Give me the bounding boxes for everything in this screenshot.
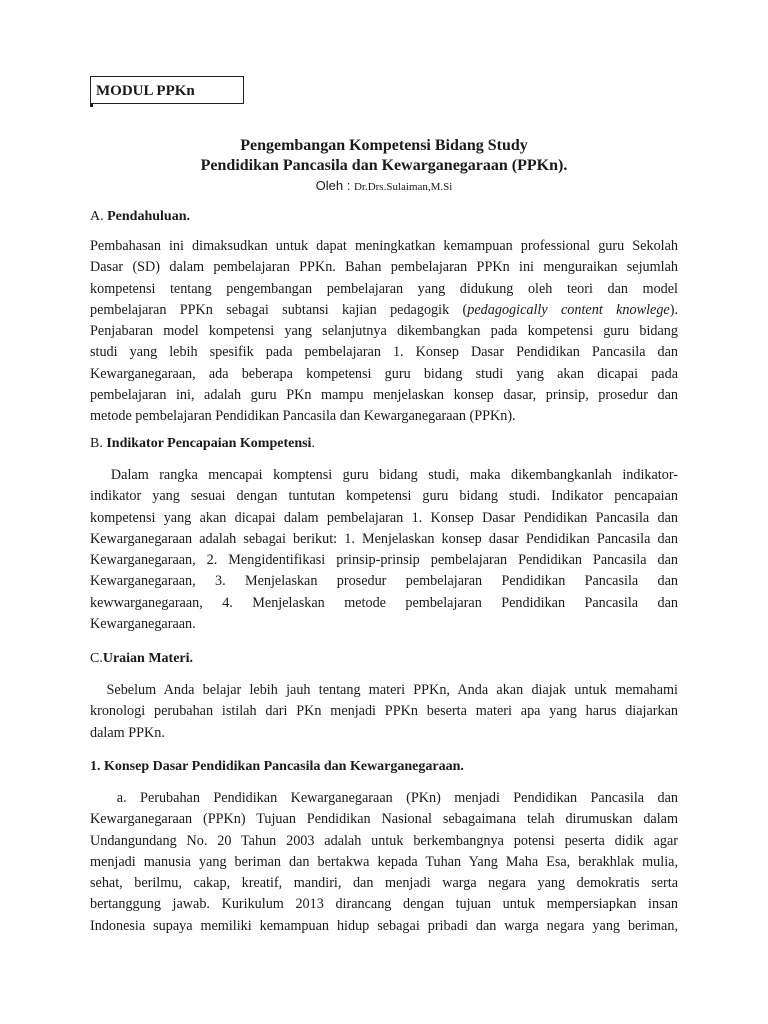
- section-c-heading: [90, 649, 678, 669]
- author-prefix: Oleh :: [315, 178, 354, 193]
- paragraph-line: Pembahasan ini dimaksudkan untuk dapat meningkatkan kemampuan professional guru Sekolah: [90, 238, 678, 254]
- paragraph-line: Penjabaran model kompetensi yang selanjutnya dikembangkan pada kompetensi guru bidang: [90, 323, 678, 340]
- subsection-1-heading: [90, 757, 678, 777]
- section-c-marker: C.: [90, 651, 103, 666]
- paragraph-line: kompetensi tentang pengembangan pembelajaran yang didukung oleh teori dan model: [90, 280, 678, 297]
- module-label-box: [90, 76, 244, 104]
- paragraph-line: studi yang lebih spesifik pada pembelajaran 1. Konsep Dasar Pendidikan Pancasila dan: [90, 344, 678, 361]
- paragraph-line: sehat, berilmu, cakap, kreatif, mandiri, dan menjadi warga negara yang demokratis serta: [90, 875, 678, 892]
- paragraph-line: Kewarganegaraan adalah sebagai berikut: 1. Menjelaskan konsep dasar Pendidikan Pancasila dan: [90, 530, 678, 547]
- section-b-title-suffix: .: [311, 436, 315, 451]
- module-label: MODUL PPKn: [96, 83, 195, 99]
- paragraph-line: indikator yang sesuai dengan tuntutan kompetensi guru bidang studi. Indikator pencapaian: [90, 488, 678, 505]
- paragraph-text: pembelajaran PPKn sebagai subtansi kajian pedagogik (: [90, 301, 468, 318]
- section-a-heading: [90, 207, 678, 227]
- paragraph-line: kewwarganegaraan, 4. Menjelaskan metode pembelajaran Pendidikan Pancasila dan: [90, 594, 678, 611]
- document-title-line-1: Pengembangan Kompetensi Bidang Study: [240, 137, 528, 154]
- subsection-1-paragraph: [90, 788, 678, 937]
- section-c-paragraph: [90, 680, 678, 744]
- paragraph-line: Sebelum Anda belajar lebih jauh tentang materi PPKn, Anda akan diajak untuk memahami: [90, 682, 678, 698]
- paragraph-line: Indonesia supaya memiliki kemampuan hidup sebagai pribadi dan warga negara yang beriman,: [90, 917, 678, 934]
- section-b-paragraph: [90, 465, 678, 635]
- section-c-title: Uraian Materi.: [102, 651, 194, 666]
- section-a-paragraph: [90, 236, 678, 428]
- paragraph-line: bertanggung jawab. Kurikulum 2013 dirancang dengan tujuan untuk mempersiapkan insan: [90, 896, 678, 913]
- section-a-marker: A.: [90, 209, 108, 224]
- paragraph-line: Kewarganegaraan (PPKn) Tujuan Pendidikan Nasional sebagaimana telah dirumuskan dalam: [90, 811, 678, 828]
- paragraph-line: kompetensi yang akan dicapai dalam pembelajaran 1. Konsep Dasar Pendidikan Pancasila dan: [90, 509, 678, 526]
- paragraph-line: Kewarganegaraan, 3. Menjelaskan prosedur pembelajaran Pendidikan Pancasila dan: [90, 573, 678, 590]
- paragraph-line: pembelajaran ini, adalah guru PKn mampu menjelaskan konsep dasar, prinsip, prosedur dan: [90, 387, 678, 404]
- paragraph-line: kronologi perubahan istilah dari PKn menjadi PPKn beserta materi apa yang harus diajarkan: [90, 703, 678, 720]
- paragraph-line: dalam PPKn.: [90, 724, 165, 741]
- section-a-title: Pendahuluan.: [107, 209, 190, 224]
- author-name: Dr.Drs.Sulaiman,M.Si: [353, 181, 453, 193]
- section-b-title: Indikator Pencapaian Kompetensi: [106, 436, 312, 451]
- paragraph-line: Kewarganegaraan, 2. Mengidentifikasi prinsip-prinsip pembelajaran Pendidikan Pancasila dan: [90, 552, 678, 569]
- section-b-marker: B.: [90, 436, 107, 451]
- module-box-marker: [90, 104, 93, 107]
- paragraph-text: ).: [669, 301, 678, 318]
- author-line: [0, 178, 768, 195]
- paragraph-line: Dasar (SD) dalam pembelajaran PPKn. Bahan pembelajaran PPKn ini menguraikan sejumlah: [90, 259, 678, 276]
- section-b-heading: [90, 434, 678, 454]
- paragraph-line-mixed: [90, 300, 678, 321]
- paragraph-line: Undangundang No. 20 Tahun 2003 adalah untuk berkembangnya potensi peserta didik agar: [90, 832, 678, 849]
- paragraph-line: Kewarganegaraan.: [90, 616, 196, 633]
- paragraph-line: metode pembelajaran Pendidikan Pancasila dan Kewarganegaraan (PPKn).: [90, 408, 516, 425]
- paragraph-line: Kewarganegaraan, ada beberapa kompetensi guru bidang studi yang akan dicapai pada: [90, 365, 678, 382]
- document-title-line-2: Pendidikan Pancasila dan Kewarganegaraan (PPKn).: [200, 157, 568, 174]
- paragraph-line: menjadi manusia yang beriman dan bertakwa kepada Tuhan Yang Maha Esa, berakhlak mulia,: [90, 853, 678, 870]
- subsection-1-title: 1. Konsep Dasar Pendidikan Pancasila dan Kewarganegaraan.: [90, 759, 464, 774]
- paragraph-line: Dalam rangka mencapai komptensi guru bidang studi, maka dikembangkanlah indikator-: [90, 467, 678, 483]
- italic-term: pedagogically content knowlege: [467, 301, 670, 318]
- paragraph-line: a. Perubahan Pendidikan Kewarganegaraan (PKn) menjadi Pendidikan Pancasila dan: [90, 790, 678, 806]
